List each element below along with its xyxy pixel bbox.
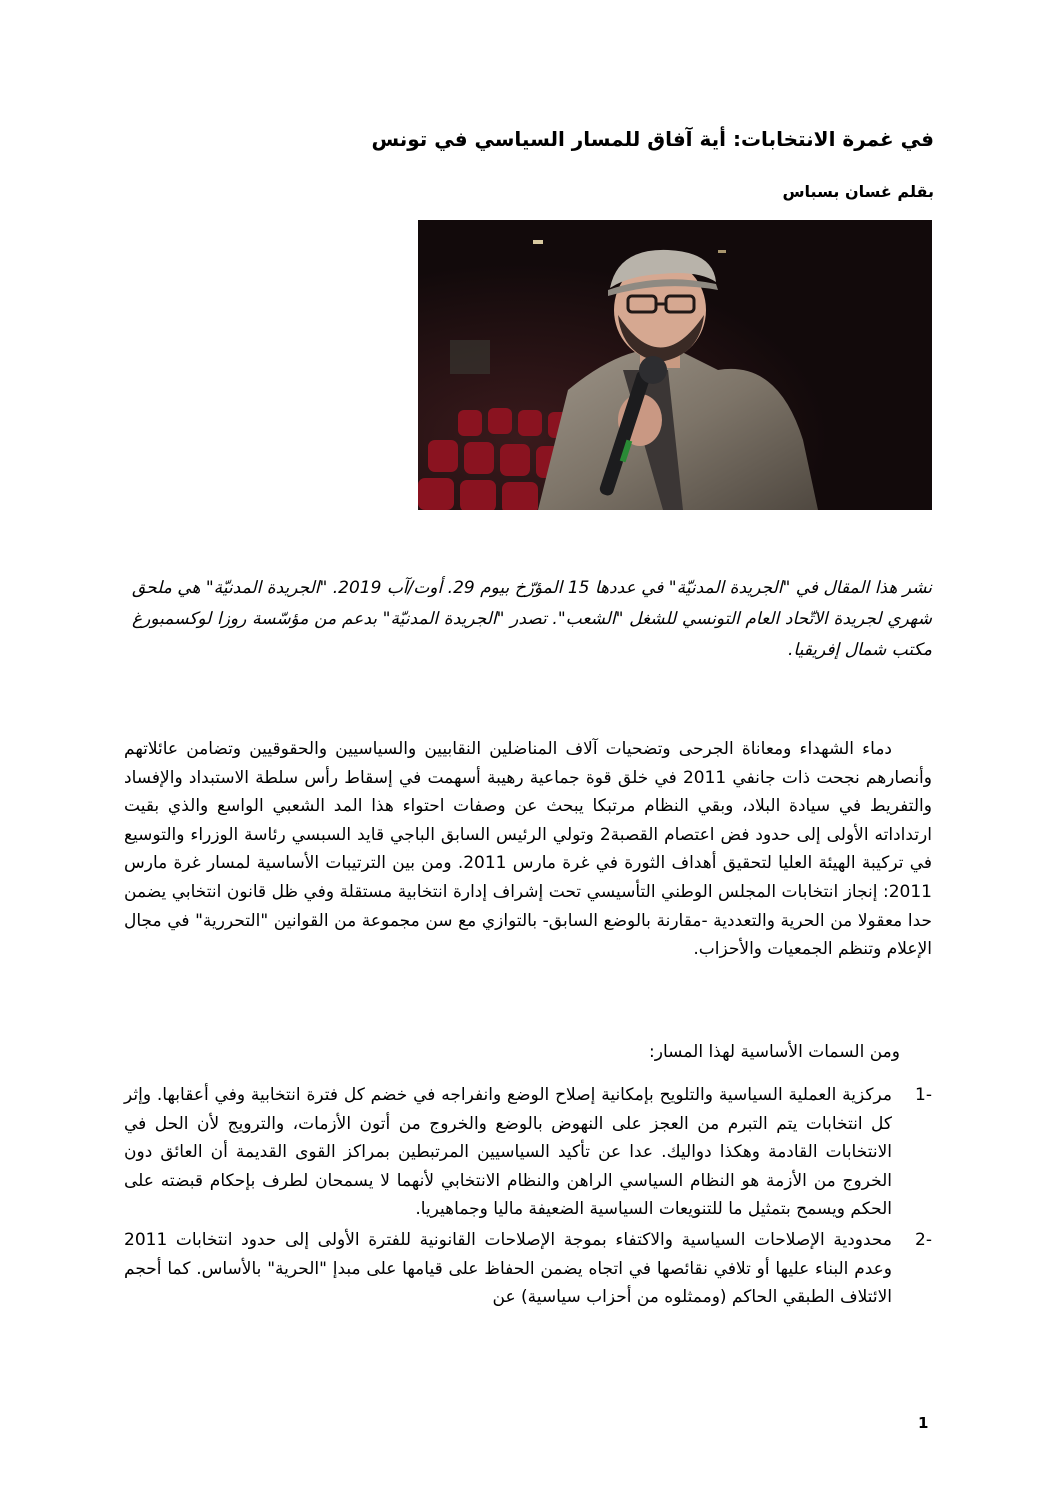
page-number: 1 xyxy=(918,1414,929,1432)
speaker-with-microphone-photo xyxy=(418,220,932,510)
article-author: بقلم غسان بسباس xyxy=(782,182,934,201)
publication-note: نشر هذا المقال في "الجريدة المدنيّة" في عددها 15 المؤرّخ بيوم 29. أوت/آب 2019. "الجريدة المدنيّة" هي ملحق شهري لجريدة الاتّحاد العام التونسي للشغل "الشعب". تصدر "الجريدة المدنيّة" بدعم من مؤسّسة روزا لوكسمبورغ مكتب شمال إفريقيا. xyxy=(132,578,932,660)
list-item xyxy=(124,1226,932,1312)
list-item-number: -2 xyxy=(915,1229,932,1250)
list-item-text: محدودية الإصلاحات السياسية والاكتفاء بموجة الإصلاحات القانونية للفترة الأولى إلى حدود انتخابات 2011 وعدم البناء عليها أو تلافي نقائصها في اتجاه يضمن الحفاظ على قيامها على مبدإ "الحرية" بالأساس. كما أحجم الائتلاف الطبقي الحاكم (وممثلوه من أحزاب سياسية) عن xyxy=(124,1229,892,1308)
list-item-text: مركزية العملية السياسية والتلويح بإمكانية إصلاح الوضع وانفراجه في خضم كل فترة انتخابية وفي أعقابها. وإثر كل انتخابات يتم التبرم من العجز على النهوض بالوضع والخروج من أتون الأزمات، والترويج لأن الحل في الانتخابات القادمة وهكذا دواليك. عدا عن تأكيد السياسيين المرتبطين بمراكز القوى القديمة أن العائق دون الخروج من الأزمة هو النظام السياسي الراهن والنظام الانتخابي لأنهما لا يسمحان لطرف بإحكام قبضته على الحكم ويسمح بتمثيل ما للتنويعات السياسية الضعيفة ماليا وجماهيريا. xyxy=(124,1085,892,1220)
list-item xyxy=(124,1081,932,1224)
article-title: في غمرة الانتخابات: أية آفاق للمسار السياسي في تونس xyxy=(371,127,934,151)
features-intro: ومن السمات الأساسية لهذا المسار: xyxy=(649,1042,900,1062)
list-item-number: -1 xyxy=(915,1085,932,1105)
body-paragraph: دماء الشهداء ومعاناة الجرحى وتضحيات آلاف المناضلين النقابيين والسياسيين والحقوقيين وتضامن عائلاتهم وأنصارهم نجحت ذات جانفي 2011 في خلق قوة جماعية رهيبة أسهمت في إسقاط رأس سلطة الاستبداد والإفساد والتفريط في سيادة البلاد، وبقي النظام مرتبكا يبحث عن وصفات احتواء هذا المد الشعبي الواسع والذي بقيت ارتداداته الأولى إلى حدود فض اعتصام القصبة2 وتولي الرئيس السابق الباجي قايد السبسي رئاسة الوزراء والتوسيع في تركيبة الهيئة العليا لتحقيق أهداف الثورة في غرة مارس 2011. ومن بين الترتيبات الأساسية لمسار غرة مارس 2011: إنجاز انتخابات المجلس الوطني التأسيسي تحت إشراف إدارة انتخابية مستقلة وفي ظل قانون انتخابي يضمن حدا معقولا من الحرية والتعددية -مقارنة بالوضع السابق- بالتوازي مع سن مجموعة من القوانين "التحررية" في مجال الإعلام وتنظم الجمعيات والأحزاب. xyxy=(124,739,932,960)
features-list xyxy=(124,1081,932,1314)
photo-illustration xyxy=(418,220,932,510)
